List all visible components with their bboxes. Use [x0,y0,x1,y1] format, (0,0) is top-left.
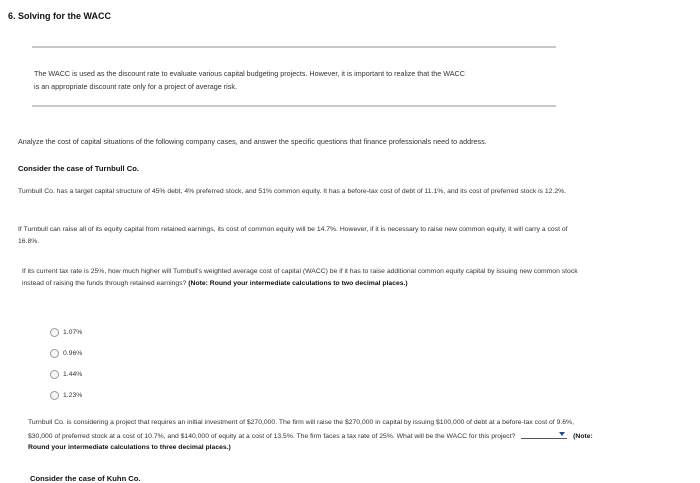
divider-bottom [32,105,556,107]
chevron-down-icon[interactable] [559,432,565,436]
option-3[interactable] [50,364,82,385]
case-heading: Consider the case of Turnbull Co. [18,164,139,173]
wacc-dropdown[interactable] [521,430,567,439]
question-body: If its current tax rate is 25%, how much higher will Turnbull's weighted average cost of capital (WACC) be if it has to raise additional common equity capital by issuing new common stock instead of raising the funds through retained earnings? [22,268,578,287]
option-label: 1.44% [63,371,83,378]
option-label: 0.96% [63,350,83,357]
instructions-text: Analyze the cost of capital situations of the following company cases, and answer the specific questions that finance professionals need to address. [18,137,487,146]
project-note: (Note: Round your intermediate calculations to three decimal places.) [28,432,593,451]
option-2[interactable] [50,343,82,364]
project-question-text [28,417,598,454]
page-title: 6. Solving for the WACC [8,11,112,21]
next-case-heading: Consider the case of Kuhn Co. [30,474,141,483]
radio-button[interactable] [50,391,59,400]
option-4[interactable] [50,385,82,406]
radio-button[interactable] [50,349,59,358]
radio-button[interactable] [50,328,59,337]
question-text [22,266,592,289]
divider-top [32,46,556,48]
equity-cost-text: If Turnbull can raise all of its equity capital from retained earnings, its cost of common equity will be 14.7%. However, if it is necessary to raise new common equity, it will carry a cost of 16.8%. [18,226,568,245]
radio-button[interactable] [50,370,59,379]
intro-callout [34,67,564,93]
capital-structure-text: Turnbull Co. has a target capital structure of 45% debt, 4% preferred stock, and 51% common equity. It has a before-tax cost of debt of 11.1%, and its cost of preferred stock is 12.2%. [18,188,567,195]
project-body: Turnbull Co. is considering a project that requires an initial investment of $270,000. The firm will raise the $270,000 in capital by issuing $100,000 of debt at a before-tax cost of 9.6%, $30,000 of preferred stock at a cost of 10.7%, and $140,000 of equity at a cost of 13.5%. The firm faces a tax rate of 25%. What will be the WACC for this project? [28,419,574,440]
intro-line-1: The WACC is used as the discount rate to evaluate various capital budgeting projects. However, it is important to realize that the WACC [34,69,465,78]
option-label: 1.07% [63,329,83,336]
answer-options [50,322,82,406]
option-1[interactable] [50,322,82,343]
intro-line-2: is an appropriate discount rate only for a project of average risk. [34,82,237,91]
option-label: 1.23% [63,392,83,399]
question-note: (Note: Round your intermediate calculations to two decimal places.) [188,279,408,287]
